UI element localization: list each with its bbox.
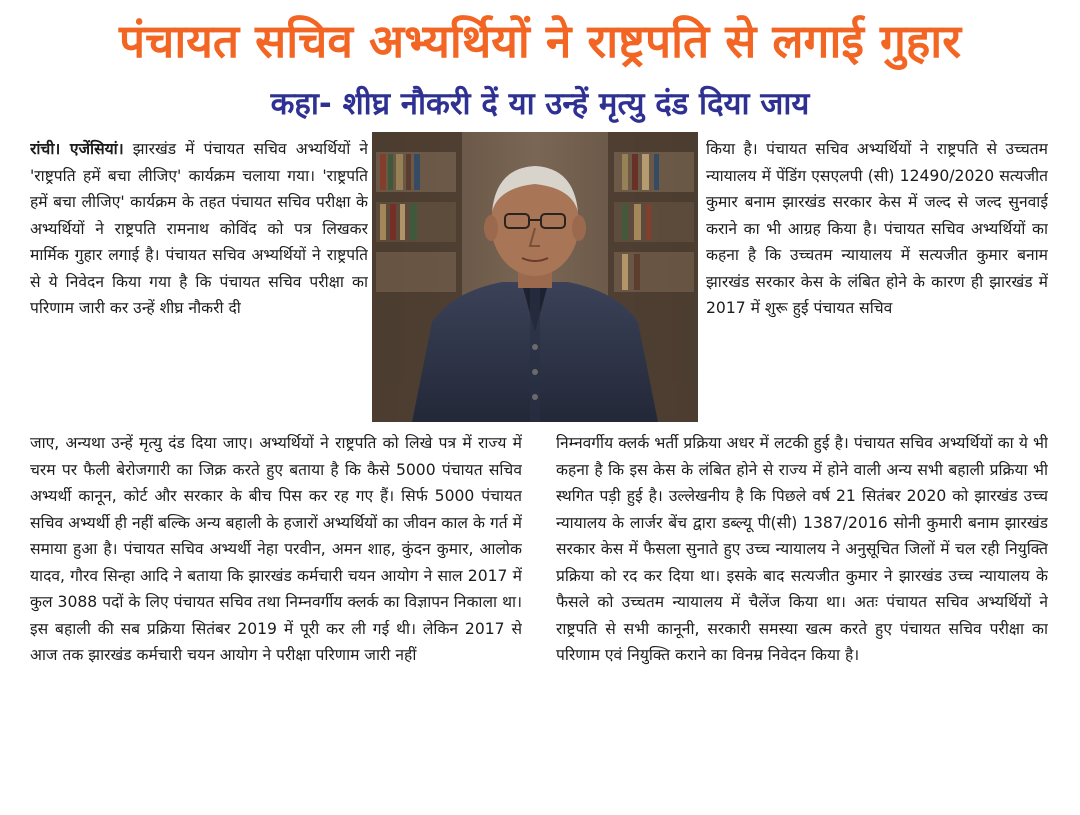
column-1-top-text: झारखंड में पंचायत सचिव अभ्यर्थियों ने 'राष्ट्रपति हमें बचा लीजिए' कार्यक्रम चलाया गया। 'राष्ट्रपति हमें बचा लीजिए' कार्यक्रम के तहत पंचायत सचिव परीक्षा के अभ्यर्थियों ने राष्ट्रपति रामनाथ कोविंद को पत्र लिखकर मार्मिक गुहार लगाई है। पंचायत सचिव अभ्यर्थियों ने राष्ट्रपति से ये निवेदन किया गया है कि पंचायत सचिव परीक्षा का परिणाम जारी कर उन्हें शीघ्र नौकरी दी xyxy=(30,140,368,317)
article-column-2-top xyxy=(706,136,1048,432)
column-2-bottom-text: निम्नवर्गीय क्लर्क भर्ती प्रक्रिया अधर में लटकी हुई है। पंचायत सचिव अभ्यर्थियों का ये भी कहना है कि इस केस के लंबित होने से राज्य में होने वाली अन्य सभी बहाली प्रक्रिया भी स्थगित पड़ी हुई है। उल्लेखनीय है कि पिछले वर्ष 21 सितंबर 2020 को झारखंड उच्च न्यायालय के लार्जर बेंच द्वारा डब्ल्यू पी(सी) 1387/2016 सोनी कुमारी बनाम झारखंड सरकार केस में फैसला सुनाते हुए उच्च न्यायालय ने अनुसूचित जिलों में चल रही नियुक्ति प्रक्रिया को रद कर दिया था। इसके बाद सत्यजीत कुमार ने झारखंड उच्च न्यायालय के फैसले को उच्चतम न्यायालय में चैलेंज किया था। अतः पंचायत सचिव अभ्यर्थियों ने राष्ट्रपति से सभी कानूनी, सरकारी समस्या खत्म करते हुए पंचायत सचिव परीक्षा का परिणाम एवं नियुक्ति कराने का विनम्र निवेदन किया है। xyxy=(556,434,1048,664)
headline: पंचायत सचिव अभ्यर्थियों ने राष्ट्रपति से लगाई गुहार xyxy=(118,14,962,68)
subheadline: कहा- शीघ्र नौकरी दें या उन्हें मृत्यु दंड दिया जाय xyxy=(270,86,810,122)
article-column-1-top xyxy=(30,136,368,432)
dateline: रांची। एजेंसियां। xyxy=(30,140,124,158)
article-column-2-bottom xyxy=(556,430,1048,804)
president-photo xyxy=(372,132,698,422)
column-2-top-text: किया है। पंचायत सचिव अभ्यर्थियों ने राष्ट्रपति से उच्चतम न्यायालय में पेंडिंग एसएलपी (सी) 12490/2020 सत्यजीत कुमार बनाम झारखंड सरकार केस में जल्द से जल्द सुनवाई कराने का भी आग्रह किया है। पंचायत सचिव अभ्यर्थियों का कहना है कि उच्चतम न्यायालय में सत्यजीत कुमार बनाम झारखंड सरकार केस के लंबित होने के कारण ही झारखंड में 2017 में शुरू हुई पंचायत सचिव xyxy=(706,140,1048,317)
article-column-1-bottom xyxy=(30,430,522,804)
portrait-illustration xyxy=(372,132,698,422)
column-1-bottom-text: जाए, अन्यथा उन्हें मृत्यु दंड दिया जाए। अभ्यर्थियों ने राष्ट्रपति को लिखे पत्र में राज्य में चरम पर फैली बेरोजगारी का जिक्र करते हुए बताया है कि कैसे 5000 पंचायत सचिव अभ्यर्थी कानून, कोर्ट और सरकार के बीच पिस कर रह गए हैं। सिर्फ 5000 पंचायत सचिव अभ्यर्थी ही नहीं बल्कि अन्य बहाली के हजारों अभ्यर्थियों का जीवन काल के गर्त में समाया हुआ है। पंचायत सचिव अभ्यर्थी नेहा परवीन, अमन शाह, कुंदन कुमार, आलोक यादव, गौरव सिन्हा आदि ने बताया कि झारखंड कर्मचारी चयन आयोग ने साल 2017 में कुल 3088 पदों के लिए पंचायत सचिव तथा निम्नवर्गीय क्लर्क का विज्ञापन निकाला था। इस बहाली की सब प्रक्रिया सितंबर 2019 में पूरी कर ली गई थी। लेकिन 2017 से आज तक झारखंड कर्मचारी चयन आयोग ने परीक्षा परिणाम जारी नहीं xyxy=(30,434,522,664)
